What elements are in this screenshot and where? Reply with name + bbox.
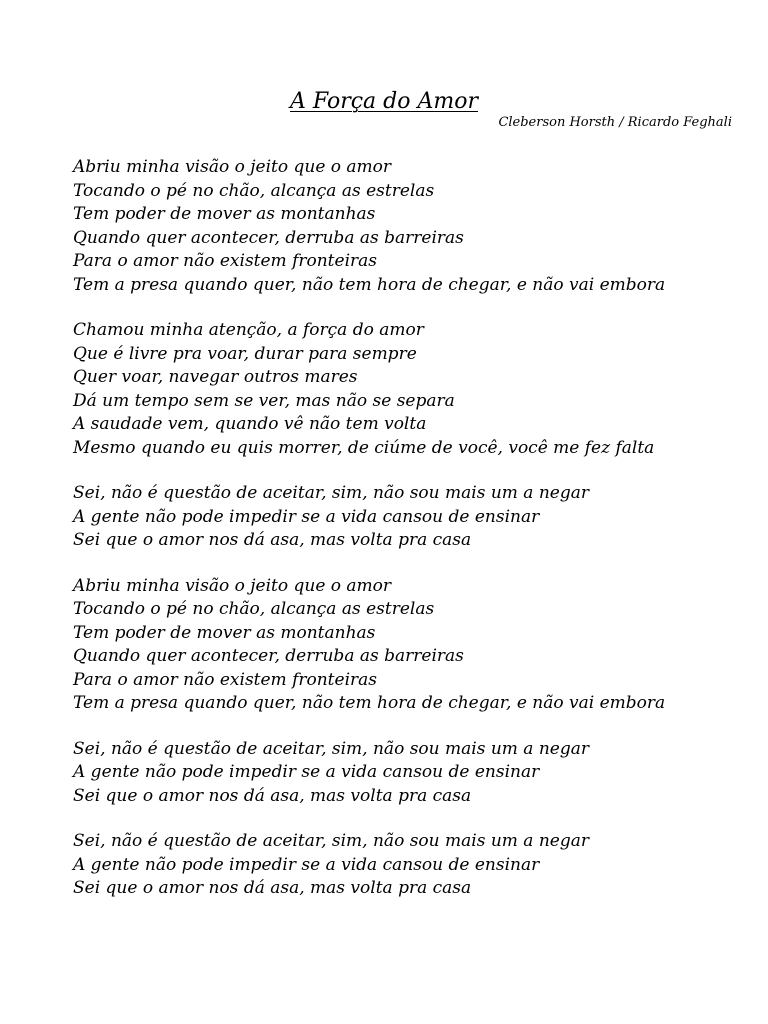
song-authors: Cleberson Horsth / Ricardo Feghali bbox=[498, 115, 732, 130]
lyric-line: Quando quer acontecer, derruba as barreiras bbox=[73, 646, 464, 666]
stanza bbox=[73, 319, 733, 460]
lyric-line: Sei, não é questão de aceitar, sim, não sou mais um a negar bbox=[73, 483, 590, 503]
lyric-line: Sei que o amor nos dá asa, mas volta pra casa bbox=[73, 785, 472, 806]
stanza bbox=[73, 830, 733, 901]
lyric-line: Quer voar, navegar outros mares bbox=[73, 367, 358, 387]
lyric-line: Tem poder de mover as montanhas bbox=[73, 204, 376, 224]
stanza bbox=[73, 482, 733, 553]
lyric-line: Para o amor não existem fronteiras bbox=[73, 251, 377, 271]
stanza bbox=[73, 738, 733, 809]
lyrics-body bbox=[73, 156, 733, 923]
lyric-line: Abriu minha visão o jeito que o amor bbox=[73, 157, 392, 177]
lyric-line: Sei, não é questão de aceitar, sim, não sou mais um a negar bbox=[73, 831, 590, 851]
lyric-line: Sei, não é questão de aceitar, sim, não sou mais um a negar bbox=[73, 738, 590, 759]
lyric-line: Sei que o amor nos dá asa, mas volta pra casa bbox=[73, 530, 472, 550]
lyric-line: Chamou minha atenção, a força do amor bbox=[73, 320, 424, 340]
lyric-line: Abriu minha visão o jeito que o amor bbox=[73, 575, 392, 596]
stanza bbox=[73, 156, 733, 297]
lyric-line: Tocando o pé no chão, alcança as estrelas bbox=[73, 599, 435, 619]
lyric-line: A gente não pode impedir se a vida cansou de ensinar bbox=[73, 762, 540, 782]
lyric-line: Dá um tempo sem se ver, mas não se separa bbox=[73, 390, 455, 411]
lyric-line: Para o amor não existem fronteiras bbox=[73, 669, 377, 690]
lyric-line: A gente não pode impedir se a vida cansou de ensinar bbox=[73, 854, 540, 875]
lyric-line: Mesmo quando eu quis morrer, de ciúme de você, você me fez falta bbox=[73, 437, 655, 458]
lyric-line: Tem a presa quando quer, não tem hora de chegar, e não vai embora bbox=[73, 693, 666, 713]
lyric-line: Quando quer acontecer, derruba as barreiras bbox=[73, 227, 464, 248]
lyric-line: A gente não pode impedir se a vida cansou de ensinar bbox=[73, 506, 540, 527]
lyric-line: Sei que o amor nos dá asa, mas volta pra casa bbox=[73, 878, 472, 898]
lyric-line: A saudade vem, quando vê não tem volta bbox=[73, 414, 427, 434]
lyric-line: Que é livre pra voar, durar para sempre bbox=[73, 343, 417, 364]
stanza bbox=[73, 575, 733, 716]
song-title: A Força do Amor bbox=[290, 89, 478, 114]
lyric-line: Tem poder de mover as montanhas bbox=[73, 622, 376, 643]
lyric-line: Tem a presa quando quer, não tem hora de chegar, e não vai embora bbox=[73, 274, 666, 295]
lyric-line: Tocando o pé no chão, alcança as estrelas bbox=[73, 180, 435, 201]
